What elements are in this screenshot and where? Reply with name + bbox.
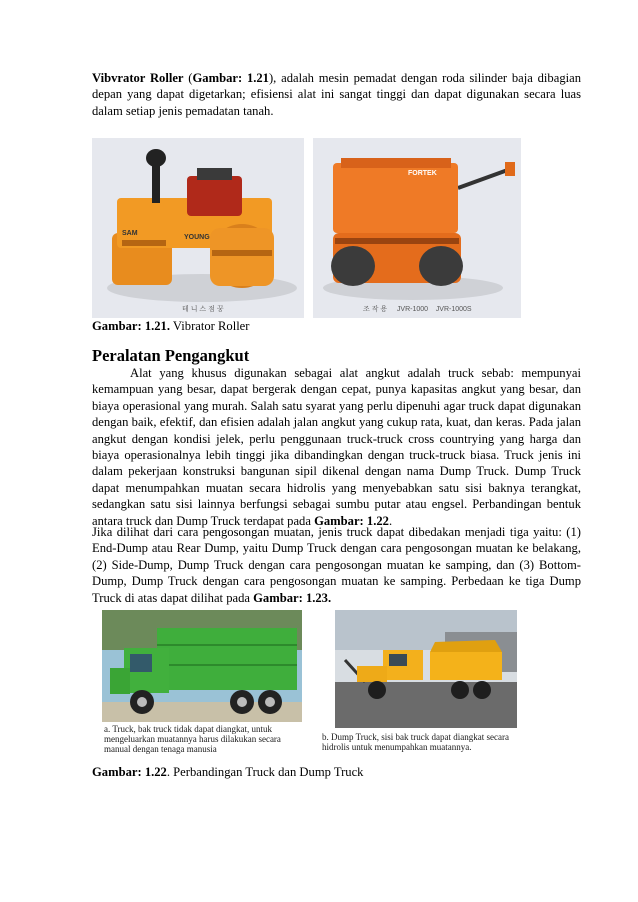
right-image-caption: 조 작 용 JVR-1000 JVR-1000S: [363, 306, 472, 313]
transport-text: Alat yang khusus digunakan sebagai alat angkut adalah truck sebab: mempunyai kemampuan yang besar, dapat bergerak dengan cepat, punya kapasitas angkut yang besar, dan biaya operasional yang murah. Salah satu syarat yang perlu dipenuhi agar truck dapat digunakan dengan baik, efektif, dan efisien adalah jalan angkut yang cukup rata, kuat, dan keras. Pada jalan angkut dengan kondisi jelek, perlu penggunaan truck-truck cross countrying yang harga dan biaya operasionalnya lebih tinggi jika dibandingkan dengan truck-truck biasa. Truck jenis ini dalam pekerjaan konstruksi bangunan sipil dikenal dengan nama Dump Truck. Dump Truck dapat menumpahkan muatan secara hidrolis yang menyebabkan satu sisi baknya terangkat, sedangkan satu sisi lainnya berfungsi sebagai sumbu putar atau engsel. Perbandingan bentuk antara truck dan Dump Truck terdapat pada: [92, 366, 581, 528]
figure-1-21-caption: [92, 318, 249, 334]
dump-types-text: Jika dilihat dari cara pengosongan muatan, jenis truck dapat dibedakan menjadi tiga yaitu: (1) End-Dump atau Rear Dump, yaitu Dump Truck dengan cara pengosongan muatan ke belakang, (2) Side-Dump, Dump Truck dengan cara pengosongan muatan ke samping, dan (3) Bottom-Dump, Dump Truck dengan cara pengosongan muatan ke samping. Perbedaan ke tiga Dump Truck di atas dapat dilihat pada: [92, 525, 581, 605]
figure-1-22-label: Gambar: 1.22: [92, 765, 167, 779]
intro-paragraph: [92, 70, 581, 119]
left-image-caption: 테 니 스 점 꿍: [182, 306, 224, 313]
figure-1-22-caption: [92, 764, 363, 780]
ref-open: (: [183, 71, 193, 85]
intro-text: ), adalah mesin pemadat dengan roda silinder baja dibagian depan yang dapat digetarkan; efisiensi alat ini sangat tinggi dan dapat digunakan secara luas dalam setiap jenis pemadatan tanah.: [92, 71, 581, 118]
figure-1-22-ref: Gambar: 1.22: [314, 513, 389, 528]
section-heading: Peralatan Pengangkut: [92, 346, 250, 365]
transport-paragraph: [92, 365, 581, 529]
figure-1-21-text: Vibrator Roller: [170, 319, 250, 333]
figure-1-21-label: Gambar: 1.21.: [92, 319, 171, 333]
yellow-dump-truck-photo: [335, 610, 517, 728]
green-truck-photo: [102, 610, 302, 722]
figure-1-23-ref: Gambar: 1.23.: [253, 590, 332, 605]
term-vibrator-roller: Vibvrator Roller: [92, 71, 184, 85]
figure-1-22-text: . Perbandingan Truck dan Dump Truck: [166, 765, 364, 779]
dump-types-paragraph: [92, 524, 581, 606]
vibrator-roller-photo-right: [313, 138, 521, 318]
transport-end: .: [388, 513, 393, 528]
vibrator-roller-photo-left: [92, 138, 304, 318]
left-brand-a: SAM: [122, 230, 138, 237]
dump-truck-caption: b. Dump Truck, sisi bak truck dapat diangkat secara hidrolis untuk menumpahkan muatannya.: [322, 732, 509, 752]
green-truck-caption: a. Truck, bak truck tidak dapat diangkat, untuk mengeluarkan muatannya harus dilakukan secara manual dengan tenaga manusia: [104, 724, 281, 754]
left-brand-b: YOUNG: [184, 234, 210, 241]
right-brand: FORTEK: [408, 170, 437, 177]
figure-ref: Gambar: 1.21: [192, 71, 269, 85]
